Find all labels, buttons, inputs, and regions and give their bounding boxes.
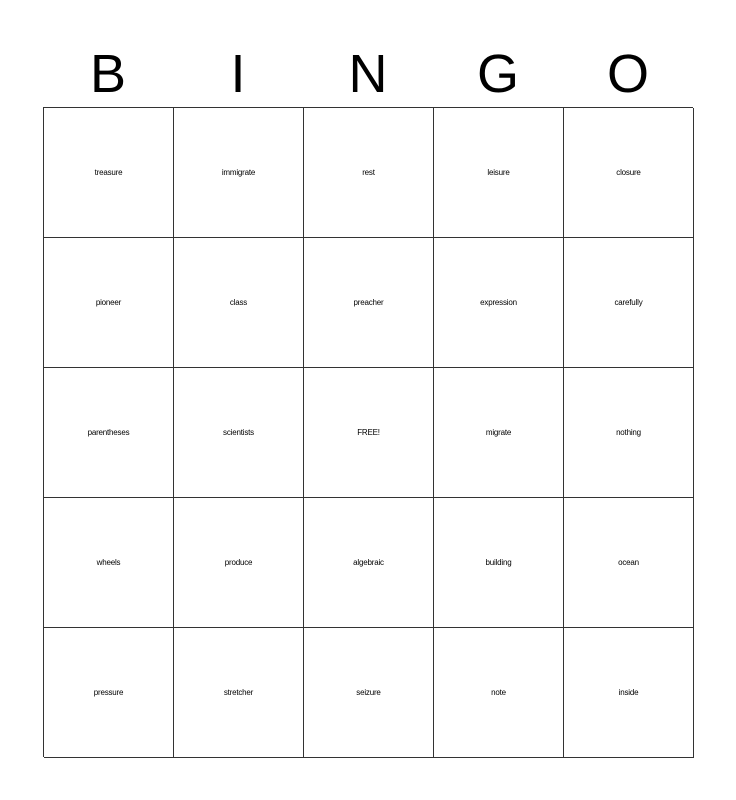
- bingo-cell: leisure: [434, 108, 564, 238]
- header-letter-b: B: [89, 44, 127, 104]
- bingo-cell: class: [174, 238, 304, 368]
- bingo-cell: stretcher: [174, 628, 304, 758]
- bingo-cell: algebraic: [304, 498, 434, 628]
- bingo-cell: rest: [304, 108, 434, 238]
- header-letter-o: O: [606, 44, 649, 104]
- bingo-cell: migrate: [434, 368, 564, 498]
- header-letter-n: N: [348, 44, 388, 104]
- bingo-cell: closure: [564, 108, 694, 238]
- bingo-cell: carefully: [564, 238, 694, 368]
- bingo-cell: scientists: [174, 368, 304, 498]
- bingo-header: [43, 40, 693, 108]
- bingo-cell: parentheses: [44, 368, 174, 498]
- bingo-cell: pressure: [44, 628, 174, 758]
- bingo-cell: seizure: [304, 628, 434, 758]
- bingo-cell: produce: [174, 498, 304, 628]
- bingo-cell: ocean: [564, 498, 694, 628]
- bingo-cell: expression: [434, 238, 564, 368]
- bingo-cell: preacher: [304, 238, 434, 368]
- bingo-cell: immigrate: [174, 108, 304, 238]
- bingo-board: [43, 107, 693, 757]
- bingo-cell: nothing: [564, 368, 694, 498]
- bingo-cell: building: [434, 498, 564, 628]
- bingo-cell: pioneer: [44, 238, 174, 368]
- free-space-cell: FREE!: [304, 368, 434, 498]
- bingo-cell: note: [434, 628, 564, 758]
- bingo-cell: treasure: [44, 108, 174, 238]
- header-letter-g: G: [476, 44, 519, 104]
- header-letter-i: I: [230, 44, 246, 104]
- bingo-cell: wheels: [44, 498, 174, 628]
- bingo-cell: inside: [564, 628, 694, 758]
